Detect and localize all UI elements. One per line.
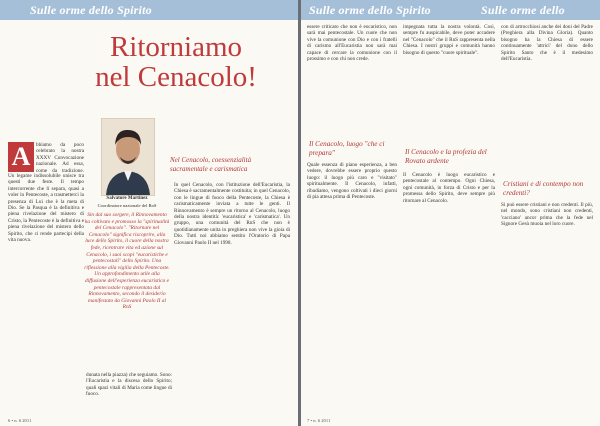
- right-col2-top: [403, 24, 495, 144]
- right-col3-text: con di artrocchiosi anche dei doni del Padre (Preghiera alla Divina Gloria). Quanto bisogno ha la Chiesa di essere continuamente 'attrici' del dono dello Spirito Santo che è il medesimo dell'Eucaristia.: [501, 24, 593, 63]
- mid-column-text: In quel Cenacolo, con l'istituzione dell'Eucaristia, la Chiesa è sacramentalmente costituita; in quel Cenacolo, con le lingue di fuoco della Pentecoste, la Chiesa è carismaticamente inviata a tutte le genti. Il Rinnovamento è sempre un ritorno al Cenacolo, luogo della nostra identità: 'eucaristica' e 'carismatica'. Un gruppo, una comunità del RnS che non è quotidianamente unita in preghiera non vive la gioia di Dio. Tutti noi abbiamo sentito l'Oratorio di Papa Giovanni Paolo II nel 1998.: [174, 182, 290, 246]
- right-col1-top: [307, 24, 397, 134]
- right-col1-text: essere criticato che non è eucaristico, non sarà mai pentecostale. Un cuore che non vive la comunione con Dio e con i fratelli di carismo all'Eucaristia non sarà mai capace di cercare la comunione con il prossimo e con chi non crede.: [307, 24, 397, 63]
- right-page-number: 7 • n. 6 2011: [307, 418, 331, 423]
- author-name: Salvatore Martinez: [106, 196, 148, 201]
- author-photo: [101, 118, 155, 196]
- section-subhead: Nel Cenacolo, coessenzialità sacramentale e carismatica: [170, 156, 252, 173]
- article-title: [66, 32, 286, 92]
- left-page-no: 6: [8, 418, 11, 423]
- right-col2-heading: Il Cenacolo e la profezia del Rovato ardente: [405, 148, 487, 165]
- header-title-right-1: Sulle orme dello Spirito: [309, 3, 431, 17]
- left-page: [0, 0, 298, 426]
- title-line-2: nel Cenacolo!: [95, 61, 257, 93]
- right-col3-bottom: [501, 202, 593, 412]
- portrait-image: [102, 119, 154, 195]
- center-column-bottom: [86, 372, 172, 416]
- intro-more-text: Un legame indissolubile unisce tra questi due feste. Il tempo intercorrente che li separa, quasi a voler in Pentecoste, a trasmetterci la presenza di Lui che è la meta di Dio. Se la Pasqua è la definitiva e piena rivelazione del mistero di Cristo, la Pentecoste è la definitiva e piena rivelazione del mistero dello Spirito, che ci rende partecipi della vita nuova.: [8, 173, 84, 244]
- right-col1-text2: Quale essenza di piano esperienza, a ben vedere, dovrebbe essere proprio questo luogo: il luogo più caro e "visitato" spiritualmente. Il Cenacolo, infatti, ribadiamo, vengono coltivati i dieci giorni di pia attesa prima di Pentecoste.: [307, 162, 397, 201]
- header-title: Sulle orme dello Spirito: [30, 3, 152, 17]
- intro-lead-text: bbiamo da poco celebrato la nostra XXXV Convocazione nazionale. Ad essa, come da tradizione,: [36, 142, 84, 172]
- right-col3-top: [501, 24, 593, 174]
- right-col3-text2: Si può essere cristiani e non credenti. Il più, nel mondo, sono cristiani non credenti, 'cacciano' ancor prima che la fede nel Signore Gesù muoia nel loro cuore.: [501, 202, 593, 228]
- left-issue: n. 6 2011: [14, 418, 32, 423]
- right-col1-bottom: [307, 162, 397, 412]
- header-band: [0, 0, 298, 20]
- header-title-right-2: Sulle orme dello Spirito: [481, 3, 565, 32]
- right-col2-bottom: [403, 172, 495, 412]
- right-col1-heading: Il Cenacolo, luogo "che ci prepara": [309, 140, 385, 157]
- author-role: Coordinatore nazionale del RnS: [97, 203, 157, 208]
- left-col2-text: dunata nella piazza) che seguiamo. Sono: l'Eucaristia e la discesa dello Spirito; quali spazi vitali di Maria come lingue di fuoco.: [86, 372, 172, 398]
- right-col3-heading: Cristiani e di contempo non credenti?: [503, 180, 584, 197]
- right-page: [301, 0, 600, 426]
- left-column: [8, 173, 84, 413]
- right-page-no: 7: [307, 418, 310, 423]
- title-line-1: Ritorniamo: [109, 31, 243, 63]
- drop-cap: A: [8, 142, 34, 172]
- pull-quote: Sin dal suo sorgere, il Rinnovamento ha coltivato e promosso la "spiritualità del Cenacolo". "Ritornare nel Cenacolo" significa riscoprire, alla luce dello Spirito, il cuore della nostra fede, ricentrare vita ed azione sul Cenacolo, i suoi scopi "eucaristiche e pentecostali" dello Spirito. Una riflessione alla vigilia della Pentecoste. Un approfondimento utile alla diffusione dell'esperienza eucaristica e pentecostale rappresentata dal Rinnovamento, secondo il desiderio manifestato da Giovanni Paolo II al RnS: [84, 212, 170, 311]
- mid-column: [174, 182, 290, 414]
- intro-lead: [36, 142, 84, 172]
- right-col2-text2: Il Cenacolo è luogo eucaristico e pentecostale al contempo. Ogni Chiesa, ogni comunità, in forza di Cristo e per la promessa dello Spirito, deve sempre più ritornare al Cenacolo.: [403, 172, 495, 204]
- left-page-number: 6 • n. 6 2011: [8, 418, 32, 423]
- right-col2-text: impegnata tutta la nostra volontà. Così, sempre fu auspicabile, deve poter accadere nel "Cenacolo" che il RnS rappresenta nella Chiesa. I nostri gruppi e comunità hanno bisogno di questo "cuore spirituale".: [403, 24, 495, 56]
- right-issue: n. 6 2011: [313, 418, 331, 423]
- header-band-right: [301, 0, 600, 32]
